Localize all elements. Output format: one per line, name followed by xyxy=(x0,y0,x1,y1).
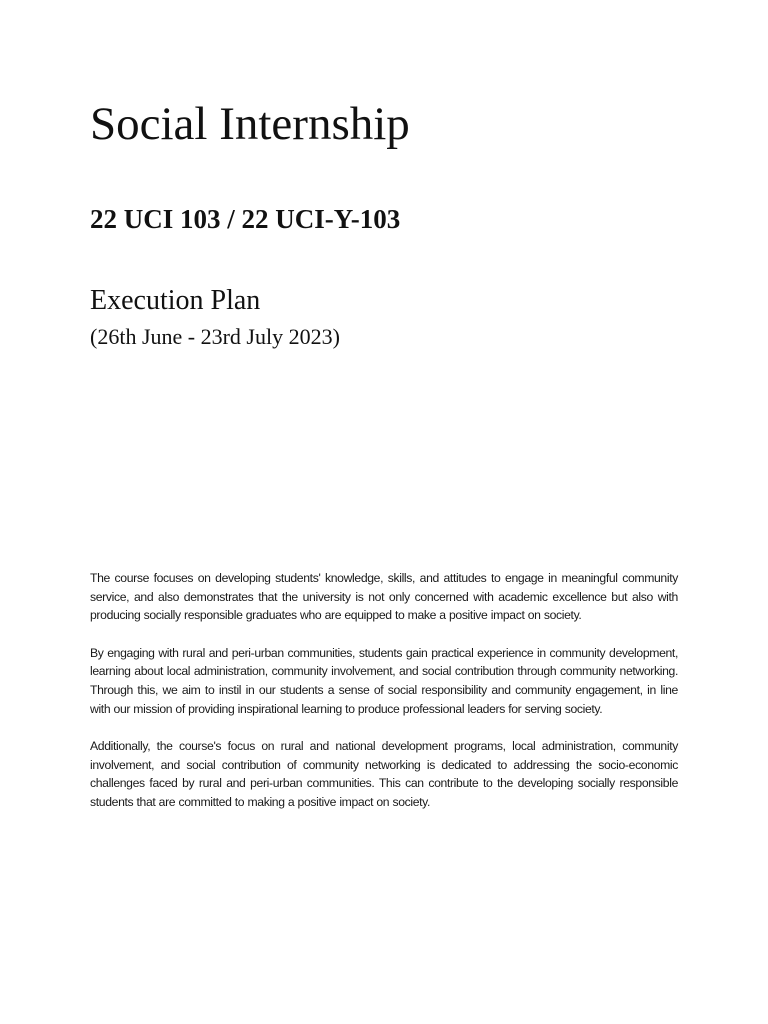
document-title: Social Internship xyxy=(90,98,410,150)
course-code: 22 UCI 103 / 22 UCI-Y-103 xyxy=(90,204,401,234)
section-heading: Execution Plan xyxy=(90,285,261,316)
paragraph-1: The course focuses on developing students' knowledge, skills, and attitudes to engage in meaningful community service, and also demonstrates that the university is not only concerned with academic excellence but also with producing socially responsible graduates who are equipped to make a positive impact on society. xyxy=(90,571,678,623)
body-text xyxy=(90,569,678,830)
date-range: (26th June - 23rd July 2023) xyxy=(90,324,340,349)
paragraph-2: By engaging with rural and peri-urban communities, students gain practical experience in community development, learning about local administration, community involvement, and social contribution through community networking. Through this, we aim to instil in our students a sense of social responsibility and community engagement, in line with our mission of providing inspirational learning to produce professional leaders for serving society. xyxy=(90,645,678,716)
paragraph-3: Additionally, the course's focus on rural and national development programs, local administration, community involvement, and social contribution of community networking is dedicated to addressing the socio-economic challenges faced by rural and peri-urban communities. This can contribute to the developing socially responsible students that are committed to making a positive impact on society. xyxy=(90,738,678,810)
